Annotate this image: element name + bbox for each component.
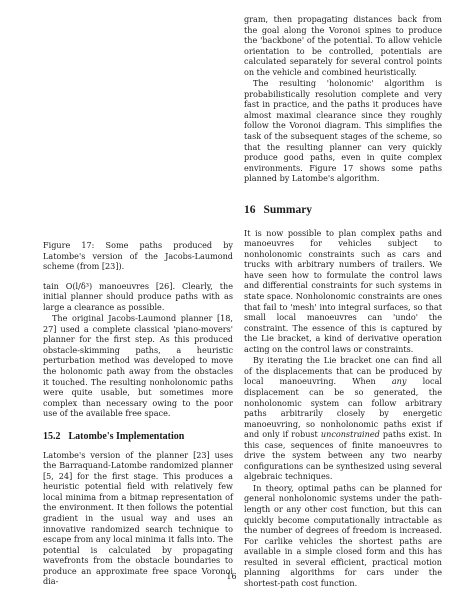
text-run: local displacement can be so generated, the nonholonomic system can follow arbitrary paths arbitrarily closely by energetic manoeuvring, so nonholonomic paths exist if and only if robust — [244, 376, 443, 440]
section-number: 15.2 — [43, 430, 61, 442]
emphasis: unconstrained — [320, 429, 380, 440]
section-title: Summary — [263, 203, 313, 216]
section-number: 16 — [244, 203, 256, 216]
paragraph: It is now possible to plan complex paths and manoeuvres for vehicles subject to nonholonomic constraints such as cars and trucks with arbitrary numbers of trailers. We have seen how to formulate the control laws and differential constraints for such systems in state space. Nonholonomic constraints are ones that fail to 'mesh' into integral surfaces, so that small local manoeuvres can 'undo' the constraint. The essence of this is captured by the Lie bracket, a kind of derivative operation acting on the control laws or constraints. — [244, 227, 442, 354]
text-run: By iterating the Lie bracket one can find all of the displacements that can be produced by local manoeuvring. When — [244, 355, 442, 387]
section-heading — [43, 431, 233, 442]
paragraph: The original Jacobs-Laumond planner [18, 27] used a complete classical 'piano-movers' planner for the first step. As this produced obstacle-skimming paths, a heuristic perturbation method was developed to move the holonomic path away from the obstacles it touched. The resulting nonholonomic paths were quite usable, but sometimes more complex than necessary owing to the poor use of the available free space. — [43, 313, 233, 419]
paragraph — [244, 355, 442, 482]
section-title: Latombe's Implementation — [68, 430, 185, 442]
text-run: paths exist. In this case, sequences of finite manoeuvres to drive the system between any two nearby configurations can be synthesized using several algebraic techniques. — [244, 429, 442, 482]
figure-caption: Figure 17: Some paths produced by Latombe's version of the Jacobs-Laumond scheme (from [23]). — [43, 240, 233, 272]
paragraph: The resulting 'holonomic' algorithm is probabilistically resolution complete and very fast in practice, and the paths it produces have almost maximal clearance since they roughly follow the Voronoi diagram. This simplifies the task of the subsequent stages of the scheme, so that the resulting planner can very quickly produce good paths, even in quite complex environments. Figure 17 shows some paths planned by Latombe's algorithm. — [244, 78, 442, 184]
section-heading — [244, 204, 442, 216]
left-column — [43, 240, 233, 587]
paragraph: Latombe's version of the planner [23] uses the Barraquand-Latombe randomized planner [5, 24] for the first stage. This produces a heuristic potential field with relatively few local minima from a bitmap representation of the environment. It then follows the potential gradient in the usual way and uses an innovative randomized search technique to escape from any local minima it falls into. The potential is calculated by propagating wavefronts from the obstacle boundaries to produce an approximate free space Voronoi dia- — [43, 449, 233, 587]
paragraph: gram, then propagating distances back from the goal along the Voronoi spines to produce the 'backbone' of the potential. To allow vehicle orientation to be controlled, potentials are calculated separately for several control points on the vehicle and combined heuristically. — [244, 14, 442, 77]
emphasis: any — [391, 376, 407, 387]
paragraph: In theory, optimal paths can be planned for general nonholonomic systems under the path-length or any other cost function, but this can quickly become computationally intractable as the number of degrees of freedom is increased. For carlike vehicles the shortest paths are available in a simple closed form and this has resulted in several efficient, practical motion planning algorithms for cars under the shortest-path cost function. — [244, 482, 442, 588]
paragraph: tain O(l/δ³) manoeuvres [26]. Clearly, the initial planner should produce paths with as large a clearance as possible. — [43, 280, 233, 312]
right-column — [244, 14, 442, 588]
page-number: 16 — [226, 572, 237, 581]
